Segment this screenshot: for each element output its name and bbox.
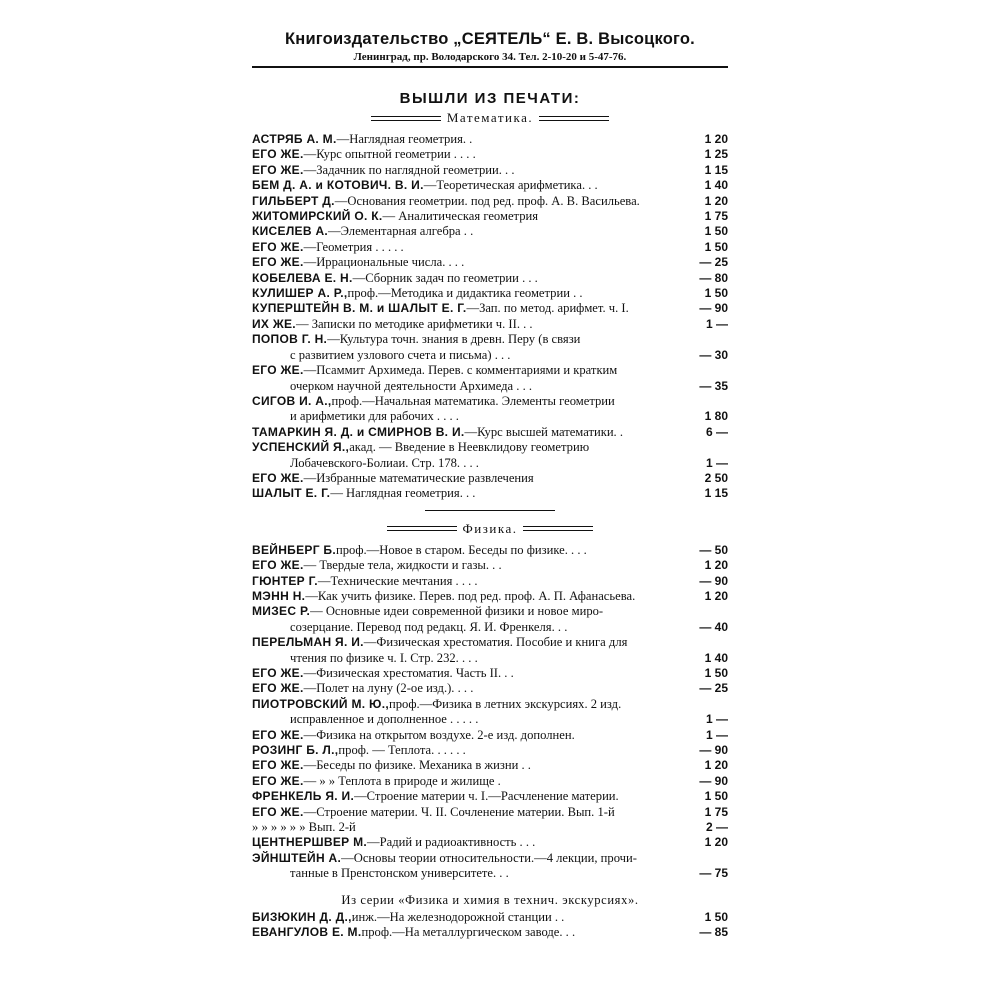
book-author: КУЛИШЕР А. Р., [252,286,348,301]
book-price: 1 20 [704,193,728,208]
book-entry [252,486,728,501]
book-price: 2 50 [704,470,728,485]
book-entry [252,543,728,558]
book-title: —Иррациональные числа. . . . [303,255,465,270]
book-entry [252,925,728,940]
book-author: БЕМ Д. А. и КОТОВИЧ. В. И. [252,178,424,193]
book-title: —Физическая хрестоматия. Часть II. . . [303,666,514,680]
book-title: — Записки по методике арифметики ч. II. . . [295,316,533,331]
book-author: БИЗЮКИН Д. Д., [252,909,352,924]
book-entry [252,301,728,316]
book-title: —Основания геометрии. под ред. проф. А. В. Васильева. [334,193,640,208]
book-entry [252,851,728,882]
book-title: —Культура точн. знания в древн. Перу (в связи [327,332,581,347]
book-author: ЕГО ЖЕ. [252,558,304,573]
book-title-continuation: танные в Пренстонском университете. . . [290,866,509,881]
book-title: —Как учить физике. Перев. под ред. проф. А. П. Афанасьева. [305,588,636,603]
book-author: ЕГО ЖЕ. [252,363,304,378]
book-author: КОБЕЛЕВА Е. Н. [252,270,353,285]
book-title: —Задачник по наглядной геометрии. . . [303,162,515,177]
book-title: инж.—На железнодорожной станции . . [351,909,565,924]
series-book-list [252,910,728,941]
book-author: ЕГО ЖЕ. [252,255,304,270]
book-author: ШАЛЫТ Е. Г. [252,486,331,501]
book-title: —Геометрия . . . . . [303,239,404,254]
book-title: проф.—На металлургическом заводе. . . [361,925,576,940]
book-entry [252,147,728,162]
book-title: — » » Теплота в природе и жилище . [303,773,501,788]
book-price: 1 50 [704,239,728,254]
section-heading-mathematics [252,110,728,126]
book-author: ЕГО ЖЕ. [252,666,304,680]
book-author: ЕГО ЖЕ. [252,470,304,485]
book-title: проф.—Физика в летних экскурсиях. 2 изд. [388,696,622,711]
book-title-continuation: Лобачевского-Болиаи. Стр. 178. . . . [290,455,479,470]
book-price: 6 — [705,424,728,439]
section-label: Физика. [462,520,518,536]
book-author: ЦЕНТНЕРШВЕР М. [252,835,368,850]
book-entry [252,317,728,332]
publisher-title: Книгоиздательство „СЕЯТЕЛЬ“ Е. В. Высоцкого. [285,30,695,48]
section-label: Математика. [446,110,534,125]
book-price: — 75 [699,866,728,881]
book-entry [252,604,728,635]
book-entry [252,286,728,301]
book-author: ГИЛЬБЕРТ Д. [252,193,335,208]
book-title-continuation: с развитием узлового счета и письма) . . . [290,347,511,362]
section-rule-left [387,526,457,531]
book-title-continuation: и арифметики для рабочих . . . . [290,409,459,424]
book-entry [252,758,728,773]
book-entry [252,425,728,440]
book-title: —Строение материи. Ч. II. Сочленение материи. Вып. 1-й [303,804,615,819]
book-price: — 85 [699,925,728,940]
book-price: — 80 [699,270,728,285]
book-price: 1 25 [704,147,728,162]
book-entry [252,589,728,604]
book-author: МИЗЕС Р. [252,604,311,619]
book-price: 1 15 [704,486,728,501]
book-entry [252,681,728,696]
book-entry [252,224,728,239]
book-author: ЖИТОМИРСКИЙ О. К. [252,209,383,224]
book-author: ПИОТРОВСКИЙ М. Ю., [252,696,389,711]
book-price: 1 — [705,712,728,727]
book-author: РОЗИНГ Б. Л., [252,743,339,758]
book-author: СИГОВ И. А., [252,393,332,408]
book-title: —Технические мечтания . . . . [317,573,478,588]
book-title: проф.—Новое в старом. Беседы по физике. . . . [336,542,587,557]
book-title: —Теоретическая арифметика. . . [423,178,598,193]
book-title-continuation: созерцание. Перевод под редакц. Я. И. Френкеля. . . [290,619,568,634]
book-price: 1 — [705,316,728,331]
book-price: 1 — [705,455,728,470]
book-entry [252,271,728,286]
book-price: 1 50 [704,909,728,924]
book-title: —Сборник задач по геометрии . . . [352,270,538,285]
book-entry [252,332,728,363]
book-price: — 25 [699,255,728,270]
book-title: — Аналитическая геометрия [382,209,539,224]
book-price: 1 20 [704,835,728,850]
book-author: ЕГО ЖЕ. [252,239,304,254]
book-title: проф. — Теплота. . . . . . [338,743,466,758]
book-author: ЕГО ЖЕ. [252,758,304,773]
book-price: 1 80 [704,409,728,424]
book-title: — Основные идеи современной физики и новое миро- [310,604,604,619]
header-divider [252,66,728,68]
book-title: » » » » » » Вып. 2-й [252,820,356,835]
book-author: ЕГО ЖЕ. [252,804,304,819]
book-price: 1 20 [704,758,728,773]
book-entry [252,574,728,589]
book-entry [252,209,728,224]
book-entry [252,910,728,925]
book-title-continuation: чтения по физике ч. I. Стр. 232. . . . [290,650,478,665]
book-entry [252,789,728,804]
book-title: проф.—Методика и дидактика геометрии . . [347,286,583,301]
book-author: УСПЕНСКИЙ Я., [252,440,350,455]
book-entry [252,194,728,209]
book-author: КИСЕЛЕВ А. [252,224,329,239]
book-title: —Избранные математические развлечения [303,470,534,485]
book-price: 1 15 [704,162,728,177]
book-entry [252,363,728,394]
book-author: ПЕРЕЛЬМАН Я. И. [252,635,364,650]
book-price: — 90 [699,301,728,316]
book-entry [252,440,728,471]
book-price: 1 20 [704,588,728,603]
announcement-heading: ВЫШЛИ ИЗ ПЕЧАТИ: [399,90,581,107]
book-price: 1 20 [704,558,728,573]
book-entry [252,728,728,743]
book-title: — Твердые тела, жидкости и газы. . . [303,558,502,573]
book-price: — 90 [699,743,728,758]
book-entry [252,820,728,835]
book-title: проф.—Начальная математика. Элементы геометрии [331,393,615,408]
book-title: —Полет на луну (2-ое изд.). . . . [303,681,474,696]
book-title: —Курс высшей математики. . [464,424,624,439]
book-title: —Физическая хрестоматия. Пособие и книга для [363,635,628,650]
book-title: —Беседы по физике. Механика в жизни . . [303,758,531,773]
publisher-address: Ленинград, пр. Володарского 34. Тел. 2-10-20 и 5-47-76. [353,51,627,63]
physics-book-list [252,543,728,882]
section-heading-physics [252,521,728,537]
book-author: ЕГО ЖЕ. [252,162,304,177]
book-author: ФРЕНКЕЛЬ Я. И. [252,789,355,804]
book-entry [252,835,728,850]
book-entry [252,240,728,255]
book-author: АСТРЯБ А. М. [252,132,337,146]
series-note: Из серии «Физика и химия в технич. экскурсиях». [341,892,639,907]
book-author: МЭНН Н. [252,588,306,603]
book-entry [252,635,728,666]
book-title: —Строение материи ч. I.—Расчленение материи. [354,789,619,804]
book-price: 1 75 [704,209,728,224]
book-author: ЕГО ЖЕ. [252,681,304,696]
book-price: 1 40 [704,650,728,665]
book-title: —Зап. по метод. арифмет. ч. I. [466,301,629,316]
book-entry [252,743,728,758]
book-price: — 40 [699,619,728,634]
book-title: акад. — Введение в Неевклидову геометрию [349,440,590,455]
book-entry [252,558,728,573]
book-price: — 35 [699,378,728,393]
book-entry [252,132,728,147]
book-price: — 25 [699,681,728,696]
book-entry [252,394,728,425]
book-price: 1 50 [704,286,728,301]
catalog-page [252,28,728,941]
section-separator [252,510,728,511]
book-price: — 30 [699,347,728,362]
book-author: ЕГО ЖЕ. [252,727,304,742]
book-price: 1 50 [704,789,728,804]
book-entry [252,805,728,820]
book-entry [252,255,728,270]
book-author: ВЕЙНБЕРГ Б. [252,542,336,557]
section-rule-right [523,526,593,531]
book-price: — 90 [699,773,728,788]
book-title: —Псаммит Архимеда. Перев. с комментариями и кратким [303,363,618,378]
book-entry [252,697,728,728]
book-title: — Наглядная геометрия. . . [330,486,476,501]
book-entry [252,471,728,486]
book-author: ЭЙНШТЕЙН А. [252,850,342,865]
book-price: 1 40 [704,178,728,193]
book-title: —Физика на открытом воздухе. 2-е изд. дополнен. [303,727,575,742]
section-rule-right [539,116,609,121]
book-title: —Курс опытной геометрии . . . . [303,147,476,162]
book-author: ПОПОВ Г. Н. [252,332,328,347]
book-author: ЕГО ЖЕ. [252,773,304,788]
book-price: 1 — [705,727,728,742]
book-price: 1 20 [704,132,728,146]
book-author: ЕВАНГУЛОВ Е. М. [252,925,362,940]
book-author: ТАМАРКИН Я. Д. и СМИРНОВ В. И. [252,424,465,439]
book-author: КУПЕРШТЕЙН В. М. и ШАЛЫТ Е. Г. [252,301,467,316]
book-entry [252,163,728,178]
book-price: — 90 [699,573,728,588]
book-author: ИХ ЖЕ. [252,316,296,331]
book-price: 1 50 [704,224,728,239]
book-price: — 50 [699,542,728,557]
book-title-continuation: исправленное и дополненное . . . . . [290,712,479,727]
book-author: ЕГО ЖЕ. [252,147,304,162]
book-title: —Основы теории относительности.—4 лекции, прочи- [341,850,637,865]
book-price: 1 75 [704,804,728,819]
book-title: —Элементарная алгебра . . [328,224,474,239]
book-entry [252,774,728,789]
book-title-continuation: очерком научной деятельности Архимеда . . . [290,378,533,393]
mathematics-book-list [252,132,728,502]
book-entry [252,666,728,681]
book-title: —Радий и радиоактивность . . . [367,835,536,850]
book-title: —Наглядная геометрия. . [336,132,473,146]
section-rule-left [371,116,441,121]
book-entry [252,178,728,193]
book-author: ГЮНТЕР Г. [252,573,318,588]
book-price: 1 50 [704,666,728,680]
book-price: 2 — [705,820,728,835]
